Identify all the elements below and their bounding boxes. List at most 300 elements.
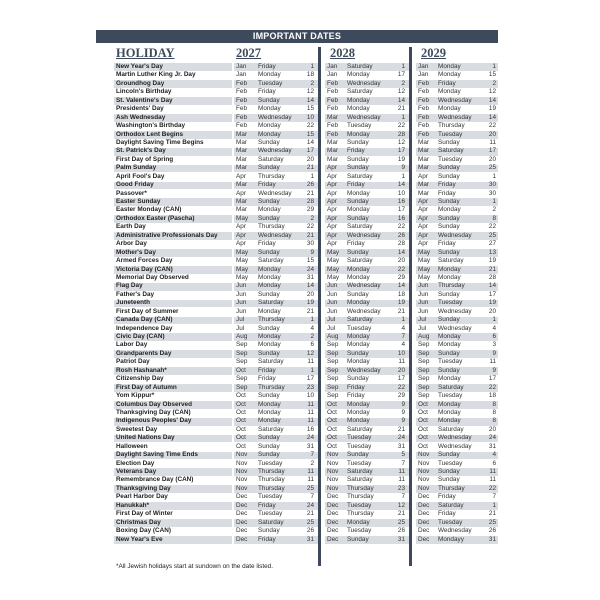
- day-number-cell: 31: [397, 535, 405, 543]
- holiday-name: Arbor Day: [116, 240, 147, 248]
- day-number-cell: 7: [492, 493, 496, 501]
- month-cell: Mar: [418, 138, 430, 146]
- month-cell: Dec: [327, 518, 339, 526]
- weekday-cell: Wednesday: [258, 231, 292, 239]
- month-cell: May: [236, 265, 249, 273]
- weekday-cell: Monday: [347, 408, 370, 416]
- month-cell: Oct: [418, 417, 428, 425]
- holiday-name: Flag Day: [116, 282, 143, 290]
- day-number-cell: 28: [306, 198, 314, 205]
- weekday-cell: Friday: [258, 240, 276, 248]
- weekday-cell: Wednesday: [438, 527, 472, 535]
- weekday-cell: Monday: [258, 130, 281, 138]
- day-number-cell: 27: [488, 240, 496, 248]
- weekday-cell: Sunday: [438, 290, 460, 298]
- day-number-cell: 9: [401, 417, 405, 425]
- month-cell: Jun: [327, 307, 338, 315]
- holiday-name: Christmas Day: [116, 518, 161, 526]
- day-number-cell: 13: [488, 248, 496, 256]
- weekday-cell: Friday: [438, 79, 456, 87]
- month-cell: Mar: [327, 138, 339, 146]
- day-number-cell: 29: [397, 392, 405, 400]
- weekday-cell: Sunday: [258, 214, 280, 222]
- day-number-cell: 19: [488, 105, 496, 113]
- weekday-cell: Sunday: [438, 468, 460, 475]
- day-number-cell: 25: [306, 518, 314, 526]
- month-cell: May: [418, 273, 431, 281]
- weekday-cell: Sunday: [258, 248, 280, 256]
- day-number-cell: 19: [488, 257, 496, 265]
- day-number-cell: 9: [401, 400, 405, 408]
- table-row: [0, 198, 600, 206]
- day-number-cell: 23: [306, 383, 314, 391]
- month-cell: Sep: [236, 375, 248, 383]
- holiday-name: Memorial Day Observed: [116, 273, 189, 281]
- day-number-cell: 7: [401, 459, 405, 467]
- holiday-name: April Fool's Day: [116, 172, 165, 180]
- month-cell: Dec: [327, 535, 339, 543]
- weekday-cell: Monday: [347, 130, 370, 138]
- month-cell: Dec: [236, 510, 248, 518]
- month-cell: Dec: [327, 510, 339, 518]
- day-number-cell: 21: [306, 231, 314, 239]
- table-row: [0, 105, 600, 113]
- weekday-cell: Monday: [258, 105, 281, 113]
- month-cell: Dec: [236, 518, 248, 526]
- month-cell: Feb: [327, 88, 339, 96]
- month-cell: Jul: [418, 324, 427, 332]
- weekday-cell: Monday: [258, 400, 281, 408]
- month-cell: Mar: [236, 138, 248, 146]
- weekday-cell: Tuesday: [438, 459, 463, 467]
- month-cell: Sep: [418, 366, 430, 374]
- day-number-cell: 7: [401, 333, 405, 340]
- day-number-cell: 31: [488, 442, 496, 450]
- month-cell: Jan: [418, 71, 429, 79]
- month-cell: Mar: [236, 181, 248, 189]
- table-row: [0, 392, 600, 400]
- weekday-cell: Monday: [258, 307, 281, 315]
- day-number-cell: 21: [397, 307, 405, 315]
- weekday-cell: Saturday: [347, 468, 373, 475]
- table-row: [0, 215, 600, 223]
- holiday-name: St. Patrick's Day: [116, 147, 166, 155]
- weekday-cell: Monday: [438, 206, 461, 214]
- holiday-name: Canada Day (CAN): [116, 316, 173, 324]
- month-cell: Apr: [236, 223, 246, 231]
- holiday-name: First Day of Autumn: [116, 383, 177, 391]
- day-number-cell: 31: [488, 535, 496, 543]
- holiday-name: Thanksgiving Day: [116, 484, 171, 492]
- day-number-cell: 24: [397, 434, 405, 442]
- weekday-cell: Tuesday: [258, 493, 283, 501]
- weekday-cell: Tuesday: [438, 130, 463, 138]
- month-cell: Mar: [418, 164, 430, 172]
- day-number-cell: 4: [401, 324, 405, 332]
- month-cell: Oct: [327, 417, 337, 425]
- weekday-cell: Sunday: [347, 349, 369, 357]
- day-number-cell: 2: [310, 333, 314, 340]
- day-number-cell: 22: [488, 223, 496, 231]
- day-number-cell: 8: [492, 408, 496, 416]
- weekday-cell: Monday: [347, 341, 370, 349]
- holiday-name: Ash Wednesday: [116, 113, 166, 121]
- month-cell: Apr: [418, 214, 428, 222]
- weekday-cell: Thursday: [258, 383, 285, 391]
- day-number-cell: 1: [492, 172, 496, 180]
- weekday-cell: Tuesday: [438, 392, 463, 400]
- weekday-cell: Friday: [347, 392, 365, 400]
- holiday-name: Grandparents Day: [116, 349, 172, 357]
- table-row: [0, 190, 600, 198]
- month-cell: Oct: [418, 442, 428, 450]
- weekday-cell: Monday: [347, 417, 370, 425]
- table-row: [0, 147, 600, 155]
- table-row: [0, 367, 600, 375]
- weekday-cell: Wednesday: [438, 442, 472, 450]
- day-number-cell: 22: [397, 383, 405, 391]
- day-number-cell: 21: [397, 510, 405, 518]
- month-cell: Oct: [418, 408, 428, 416]
- weekday-cell: Monday: [347, 206, 370, 214]
- month-cell: Sep: [418, 349, 430, 357]
- day-number-cell: 7: [310, 451, 314, 459]
- month-cell: Oct: [327, 425, 337, 433]
- weekday-cell: Monday: [347, 71, 370, 79]
- day-number-cell: 9: [401, 408, 405, 416]
- day-number-cell: 23: [397, 484, 405, 492]
- weekday-cell: Friday: [258, 63, 276, 70]
- holiday-name: Earth Day: [116, 223, 146, 231]
- weekday-cell: Monday: [258, 341, 281, 349]
- holiday-name: Columbus Day Observed: [116, 400, 192, 408]
- day-number-cell: 8: [492, 214, 496, 222]
- weekday-cell: Saturday: [347, 88, 373, 96]
- holiday-name: First Day of Winter: [116, 510, 173, 518]
- table-row: [0, 232, 600, 240]
- holiday-name: Juneteenth: [116, 299, 151, 307]
- holiday-name: Passover*: [116, 189, 147, 197]
- day-number-cell: 26: [306, 181, 314, 189]
- day-number-cell: 21: [306, 510, 314, 518]
- month-cell: Sep: [236, 341, 248, 349]
- month-cell: Jun: [327, 282, 338, 290]
- month-cell: Feb: [327, 79, 339, 87]
- table-row: [0, 308, 600, 316]
- day-number-cell: 16: [306, 425, 314, 433]
- day-number-cell: 22: [397, 122, 405, 130]
- weekday-cell: Sunday: [347, 214, 369, 222]
- table-row: [0, 536, 600, 544]
- day-number-cell: 31: [397, 442, 405, 450]
- day-number-cell: 21: [397, 105, 405, 113]
- month-cell: Feb: [418, 79, 430, 87]
- month-cell: Mar: [236, 198, 248, 205]
- day-number-cell: 7: [310, 493, 314, 501]
- weekday-cell: Tuesday: [347, 122, 372, 130]
- day-number-cell: 16: [397, 198, 405, 205]
- day-number-cell: 22: [397, 223, 405, 231]
- header-year-2028: 2028: [330, 46, 355, 60]
- day-number-cell: 20: [488, 425, 496, 433]
- month-cell: Apr: [327, 164, 337, 172]
- holiday-name: Remembrance Day (CAN): [116, 476, 194, 484]
- month-cell: Mar: [236, 147, 248, 155]
- month-cell: Dec: [236, 501, 248, 509]
- weekday-cell: Saturday: [438, 501, 464, 509]
- weekday-cell: Sunday: [347, 290, 369, 298]
- weekday-cell: Monday: [258, 273, 281, 281]
- weekday-cell: Thursday: [258, 468, 285, 475]
- weekday-cell: Sunday: [347, 155, 369, 163]
- day-number-cell: 11: [307, 476, 314, 484]
- holiday-name: Palm Sunday: [116, 164, 157, 172]
- weekday-cell: Saturday: [258, 299, 284, 307]
- weekday-cell: Monday: [347, 518, 370, 526]
- month-cell: Apr: [236, 231, 246, 239]
- holiday-name: Veterans Day: [116, 468, 157, 475]
- month-cell: Jan: [236, 63, 247, 70]
- weekday-cell: Wednesday: [347, 366, 381, 374]
- table-row: [0, 426, 600, 434]
- day-number-cell: 30: [488, 181, 496, 189]
- weekday-cell: Friday: [258, 366, 276, 374]
- day-number-cell: 12: [488, 88, 496, 96]
- day-number-cell: 31: [306, 535, 314, 543]
- weekday-cell: Sunday: [438, 138, 460, 146]
- weekday-cell: Wednesday: [438, 434, 472, 442]
- month-cell: Apr: [236, 189, 246, 197]
- holiday-name: Independence Day: [116, 324, 173, 332]
- table-row: [0, 510, 600, 518]
- month-cell: Nov: [418, 476, 430, 484]
- weekday-cell: Thursday: [438, 282, 465, 290]
- weekday-cell: Saturday: [347, 257, 373, 265]
- holiday-name: Martin Luther King Jr. Day: [116, 71, 196, 79]
- weekday-cell: Saturday: [438, 425, 464, 433]
- weekday-cell: Sunday: [438, 316, 460, 324]
- holiday-name: Good Friday: [116, 181, 154, 189]
- day-number-cell: 11: [398, 358, 405, 366]
- weekday-cell: Saturday: [347, 316, 373, 324]
- month-cell: Feb: [236, 96, 248, 104]
- table-row: [0, 325, 600, 333]
- banner-title: IMPORTANT DATES: [96, 30, 498, 43]
- weekday-cell: Sunday: [258, 451, 280, 459]
- month-cell: Dec: [418, 535, 430, 543]
- month-cell: Nov: [327, 468, 339, 475]
- day-number-cell: 2: [310, 214, 314, 222]
- day-number-cell: 25: [488, 164, 496, 172]
- table-row: [0, 206, 600, 214]
- month-cell: Mar: [327, 113, 339, 121]
- weekday-cell: Sunday: [258, 349, 280, 357]
- day-number-cell: 28: [397, 240, 405, 248]
- month-cell: Oct: [327, 442, 337, 450]
- table-row: [0, 434, 600, 442]
- weekday-cell: Monday: [438, 375, 461, 383]
- month-cell: Jun: [418, 290, 429, 298]
- holiday-name: Lincoln's Birthday: [116, 88, 172, 96]
- weekday-cell: Saturday: [347, 223, 373, 231]
- table-row: [0, 97, 600, 105]
- holiday-name: Yom Kippur*: [116, 392, 155, 400]
- weekday-cell: Friday: [438, 510, 456, 518]
- holiday-name: Rosh Hashanah*: [116, 366, 167, 374]
- weekday-cell: Monday: [438, 265, 461, 273]
- month-cell: Apr: [418, 206, 428, 214]
- day-number-cell: 2: [310, 459, 314, 467]
- weekday-cell: Monday: [438, 408, 461, 416]
- month-cell: Sep: [327, 341, 339, 349]
- day-number-cell: 21: [306, 164, 314, 172]
- day-number-cell: 11: [307, 417, 314, 425]
- month-cell: Mar: [418, 147, 430, 155]
- table-row: [0, 240, 600, 248]
- month-cell: Jun: [236, 282, 247, 290]
- weekday-cell: Tuesday: [258, 510, 283, 518]
- weekday-cell: Monday: [438, 88, 461, 96]
- table-row: [0, 451, 600, 459]
- holiday-name: Orthodox Easter (Pascha): [116, 214, 195, 222]
- month-cell: Oct: [236, 434, 246, 442]
- month-cell: Jul: [236, 324, 245, 332]
- day-number-cell: 20: [488, 307, 496, 315]
- month-cell: Apr: [327, 240, 337, 248]
- month-cell: Nov: [236, 451, 248, 459]
- holiday-table: [0, 63, 600, 544]
- day-number-cell: 12: [397, 501, 405, 509]
- weekday-cell: Monday: [347, 273, 370, 281]
- day-number-cell: 4: [492, 451, 496, 459]
- day-number-cell: 24: [306, 501, 314, 509]
- footnote: *All Jewish holidays start at sundown on the date listed.: [116, 563, 274, 570]
- table-row: [0, 156, 600, 164]
- month-cell: Jan: [236, 71, 247, 79]
- day-number-cell: 12: [306, 88, 314, 96]
- day-number-cell: 9: [492, 349, 496, 357]
- month-cell: Aug: [418, 333, 430, 340]
- table-row: [0, 71, 600, 79]
- weekday-cell: Tuesday: [347, 459, 372, 467]
- month-cell: Feb: [327, 105, 339, 113]
- weekday-cell: Friday: [258, 375, 276, 383]
- day-number-cell: 14: [306, 282, 314, 290]
- day-number-cell: 1: [401, 63, 405, 70]
- weekday-cell: Friday: [438, 189, 456, 197]
- day-number-cell: 19: [306, 299, 314, 307]
- weekday-cell: Friday: [258, 535, 276, 543]
- day-number-cell: 22: [397, 265, 405, 273]
- table-row: [0, 164, 600, 172]
- month-cell: May: [236, 214, 249, 222]
- month-cell: Dec: [236, 535, 248, 543]
- day-number-cell: 10: [306, 113, 314, 121]
- day-number-cell: 25: [306, 484, 314, 492]
- holiday-name: New Year's Day: [116, 63, 163, 70]
- day-number-cell: 22: [488, 383, 496, 391]
- holiday-name: Labor Day: [116, 341, 148, 349]
- month-cell: Sep: [418, 358, 430, 366]
- table-row: [0, 485, 600, 493]
- weekday-cell: Saturday: [438, 147, 464, 155]
- table-row: [0, 443, 600, 451]
- weekday-cell: Monday: [347, 333, 370, 340]
- weekday-cell: Saturday: [258, 358, 284, 366]
- month-cell: Feb: [236, 88, 248, 96]
- month-cell: Sep: [236, 383, 248, 391]
- month-cell: Mar: [327, 155, 339, 163]
- holiday-name: Father's Day: [116, 290, 155, 298]
- weekday-cell: Wednesday: [438, 113, 472, 121]
- month-cell: Dec: [327, 493, 339, 501]
- weekday-cell: Friday: [258, 181, 276, 189]
- weekday-cell: Monday: [347, 189, 370, 197]
- month-cell: Oct: [236, 392, 246, 400]
- weekday-cell: Friday: [347, 181, 365, 189]
- month-cell: Jan: [418, 63, 429, 70]
- month-cell: Jun: [236, 307, 247, 315]
- table-row: [0, 181, 600, 189]
- day-number-cell: 11: [489, 468, 496, 475]
- weekday-cell: Saturday: [258, 425, 284, 433]
- weekday-cell: Tuesday: [347, 501, 372, 509]
- weekday-cell: Monday: [438, 105, 461, 113]
- month-cell: Dec: [418, 493, 430, 501]
- weekday-cell: Thursday: [258, 223, 285, 231]
- weekday-cell: Sunday: [438, 164, 460, 172]
- weekday-cell: Tuesday: [347, 527, 372, 535]
- day-number-cell: 28: [397, 130, 405, 138]
- month-cell: Jul: [236, 316, 245, 324]
- holiday-name: New Year's Eve: [116, 535, 163, 543]
- day-number-cell: 24: [306, 265, 314, 273]
- month-cell: Mar: [236, 206, 248, 214]
- day-number-cell: 22: [306, 122, 314, 130]
- month-cell: Aug: [236, 333, 248, 340]
- month-cell: Jun: [327, 290, 338, 298]
- month-cell: Oct: [327, 408, 337, 416]
- weekday-cell: Wednesday: [347, 79, 381, 87]
- holiday-name: Mother's Day: [116, 248, 156, 256]
- day-number-cell: 1: [310, 366, 314, 374]
- day-number-cell: 10: [397, 349, 405, 357]
- weekday-cell: Sunday: [258, 96, 280, 104]
- month-cell: Apr: [327, 172, 337, 180]
- day-number-cell: 1: [401, 113, 405, 121]
- holiday-name: Daylight Saving Time Begins: [116, 138, 204, 146]
- weekday-cell: Thursday: [438, 122, 465, 130]
- weekday-cell: Monday: [258, 408, 281, 416]
- weekday-cell: Sunday: [438, 198, 460, 205]
- month-cell: Sep: [418, 392, 430, 400]
- weekday-cell: Friday: [347, 240, 365, 248]
- weekday-cell: Sunday: [438, 349, 460, 357]
- weekday-cell: Wednesday: [347, 307, 381, 315]
- weekday-cell: Monday: [438, 63, 461, 70]
- holiday-name: Washington's Birthday: [116, 122, 186, 130]
- month-cell: Feb: [236, 122, 248, 130]
- month-cell: Nov: [418, 468, 430, 475]
- weekday-cell: Tuesday: [347, 434, 372, 442]
- day-number-cell: 11: [489, 358, 496, 366]
- day-number-cell: 5: [401, 451, 405, 459]
- weekday-cell: Saturday: [347, 425, 373, 433]
- day-number-cell: 7: [401, 493, 405, 501]
- month-cell: Nov: [327, 484, 339, 492]
- month-cell: May: [327, 273, 340, 281]
- header-holiday: HOLIDAY: [116, 46, 175, 60]
